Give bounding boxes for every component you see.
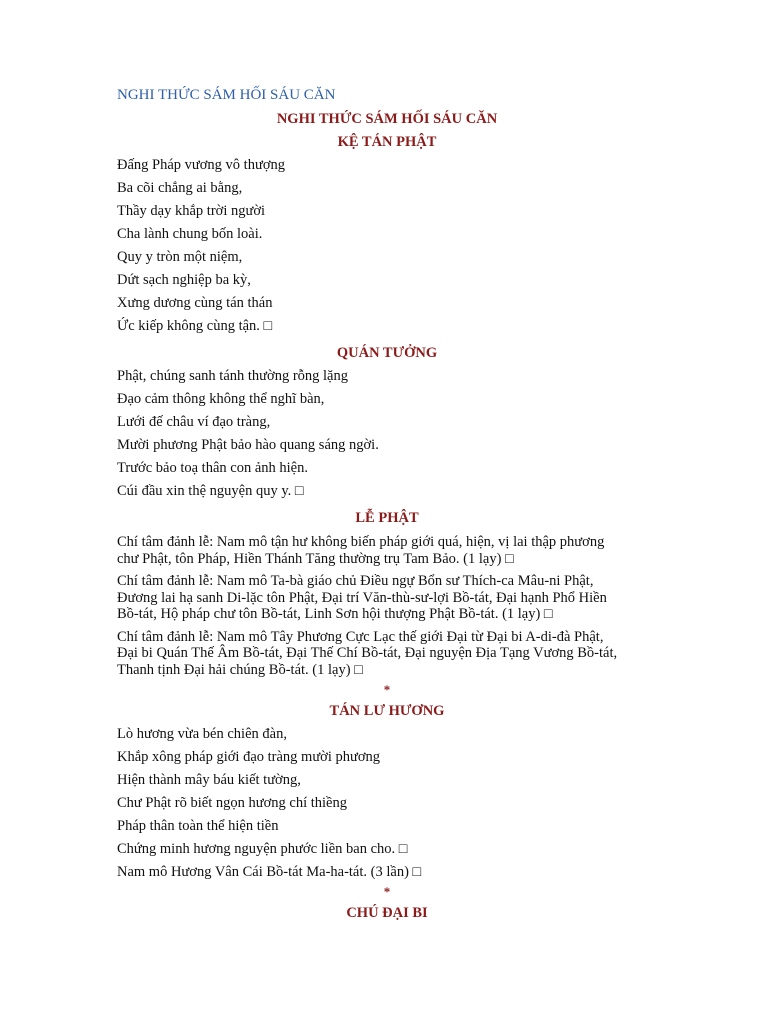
verse-line: Đạo cảm thông không thể nghĩ bàn, xyxy=(117,391,325,407)
paragraph-line: Bồ-tát, Hộ pháp chư tôn Bồ-tát, Linh Sơn hội thượng Phật Bồ-tát. (1 lạy) □ xyxy=(117,606,553,622)
verse-line: Xưng dương cùng tán thán xyxy=(117,295,273,311)
heading-tan-lu-huong: TÁN LƯ HƯƠNG xyxy=(329,703,445,719)
verse-line: Chứng minh hương nguyện phước liền ban cho. □ xyxy=(117,841,408,857)
section-separator: * xyxy=(383,884,391,899)
paragraph xyxy=(117,573,657,623)
document-title: NGHI THỨC SÁM HỐI SÁU CĂN xyxy=(276,111,498,127)
verse-tan-lu-huong xyxy=(117,723,657,884)
verse-line: Chư Phật rõ biết ngọn hương chí thiềng xyxy=(117,795,347,811)
verse-line: Lưới đế châu ví đạo tràng, xyxy=(117,414,271,430)
verse-ke-tan-phat xyxy=(117,154,657,338)
verse-line: Phật, chúng sanh tánh thường rỗng lặng xyxy=(117,368,348,384)
verse-line: Ba cõi chẳng ai bằng, xyxy=(117,180,243,196)
verse-quan-tuong xyxy=(117,365,657,503)
verse-line: Nam mô Hương Vân Cái Bồ-tát Ma-ha-tát. (3 lần) □ xyxy=(117,864,422,880)
heading-quan-tuong: QUÁN TƯỞNG xyxy=(336,345,438,361)
verse-line: Hiện thành mây báu kiết tường, xyxy=(117,772,301,788)
paragraph xyxy=(117,629,657,679)
verse-line: Khắp xông pháp giới đạo tràng mười phương xyxy=(117,749,381,765)
verse-line: Đấng Pháp vương vô thượng xyxy=(117,157,285,173)
paragraph-line: Chí tâm đảnh lễ: Nam mô tận hư không biến pháp giới quá, hiện, vị lai thập phương xyxy=(117,534,605,550)
paragraph-line: Đương lai hạ sanh Di-lặc tôn Phật, Đại trí Văn-thù-sư-lợi Bồ-tát, Đại hạnh Phổ Hiền xyxy=(117,589,607,606)
paragraph-line: chư Phật, tôn Pháp, Hiền Thánh Tăng thường trụ Tam Bảo. (1 lạy) □ xyxy=(117,550,514,567)
verse-line: Cúi đầu xin thệ nguyện quy y. □ xyxy=(117,483,304,499)
verse-line: Trước bảo toạ thân con ảnh hiện. xyxy=(117,460,308,476)
verse-line: Cha lành chung bốn loài. xyxy=(117,226,263,242)
paragraph-line: Chí tâm đảnh lễ: Nam mô Ta-bà giáo chủ Điều ngự Bổn sư Thích-ca Mâu-ni Phật, xyxy=(117,573,594,589)
verse-line: Mười phương Phật bảo hào quang sáng ngời. xyxy=(117,437,379,453)
paragraph xyxy=(117,534,657,567)
verse-line: Thầy dạy khắp trời người xyxy=(117,203,266,219)
heading-ke-tan-phat: KỆ TÁN PHẬT xyxy=(337,134,437,150)
heading-le-phat: LỄ PHẬT xyxy=(355,510,419,526)
document-content xyxy=(117,108,657,925)
verse-line: Dứt sạch nghiệp ba kỳ, xyxy=(117,272,251,288)
verse-line: Pháp thân toàn thể hiện tiền xyxy=(117,818,279,834)
verse-line: Quy y tròn một niệm, xyxy=(117,249,243,265)
section-separator: * xyxy=(383,682,391,697)
paragraph-line: Thanh tịnh Đại hải chúng Bồ-tát. (1 lạy) □ xyxy=(117,661,363,678)
verse-line: Ức kiếp không cùng tận. □ xyxy=(117,318,273,334)
document-title-link[interactable]: NGHI THỨC SÁM HỐI SÁU CĂN xyxy=(117,87,336,103)
verse-line: Lò hương vừa bén chiên đàn, xyxy=(117,726,287,742)
heading-chu-dai-bi: CHÚ ĐẠI BI xyxy=(346,905,428,921)
paragraph-line: Đại bi Quán Thế Âm Bồ-tát, Đại Thế Chí Bồ-tát, Đại nguyện Địa Tạng Vương Bồ-tát, xyxy=(117,645,618,661)
paragraph-line: Chí tâm đảnh lễ: Nam mô Tây Phương Cực Lạc thế giới Đại từ Đại bi A-di-đà Phật, xyxy=(117,628,604,645)
